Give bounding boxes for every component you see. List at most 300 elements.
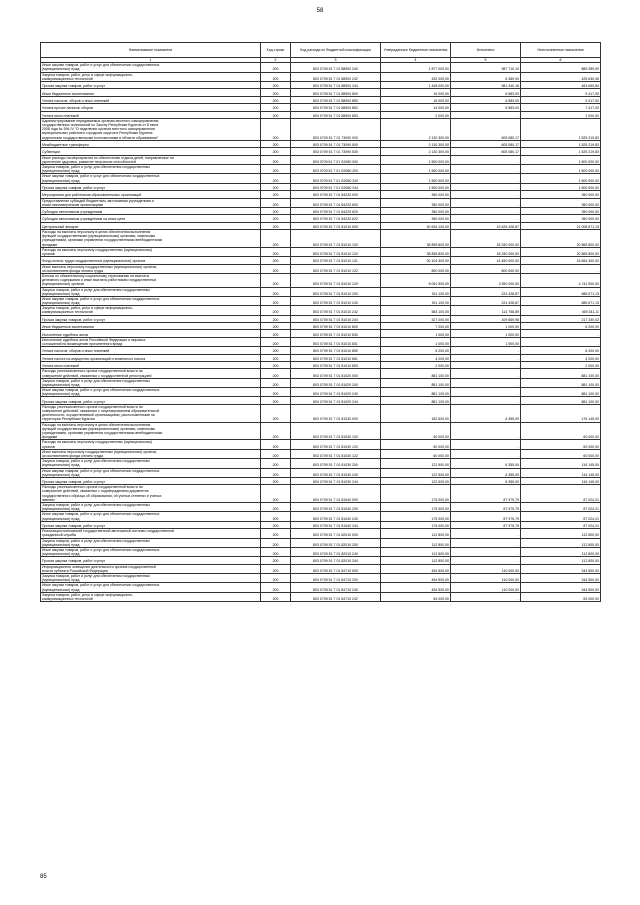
row-name-line: Исполнение судебных актов [42,332,89,337]
row-name [41,72,261,81]
row-line-code: 200 [261,468,291,477]
row-line-code: 200 [261,529,291,538]
row-approved: 14 000,00 [381,104,451,111]
row-name-line: Иные бюджетные ассигнования [42,91,94,96]
row-unexecuted: 425 630,06 [521,72,601,81]
row-line-code: 200 [261,191,291,198]
table-row [41,592,601,601]
budget-execution-table [40,42,601,602]
row-executed: 6 583,00 [451,104,521,111]
row-unexecuted: 881 100,00 [521,397,601,404]
row-name [41,378,261,387]
row-budget-code: 803 0709 51 7 01 81030 122 [291,449,381,458]
row-budget-code: 803 0709 51 7 01 81030 100 [291,422,381,440]
row-executed: 19 625 428,87 [451,222,521,229]
row-name [41,306,261,315]
row-name-line: (муниципальных) органов [42,282,85,287]
table-row [41,306,601,315]
row-budget-code: 803 0709 51 7 01 73090 500 [291,140,381,147]
row-name-line: Расходы на выплаты персоналу в целях обеспечения выполнения [42,422,151,427]
row-name-line: (муниципальных) нужд [42,169,80,174]
row-executed: 110 000,00 [451,583,521,592]
row-name [41,592,261,601]
row-name [41,207,261,214]
table-row [41,315,601,322]
row-executed: - [451,397,521,404]
row-name-line: (муниципальных) нужд [42,552,80,557]
row-executed: - [451,174,521,183]
row-approved: 122 500,00 [381,468,451,477]
table-row [41,198,601,207]
row-line-code: 200 [261,89,291,96]
row-executed: - [451,198,521,207]
row-approved: 38 895 800,00 [381,247,451,256]
row-name [41,468,261,477]
row-unexecuted: 344 500,00 [521,564,601,573]
row-name [41,315,261,322]
row-approved: 2 130 300,00 [381,118,451,140]
table-row [41,449,601,458]
row-executed: 1 000,00 [451,323,521,330]
row-approved: 1 500 000,00 [381,164,451,173]
row-name [41,574,261,583]
row-unexecuted: 7 417,00 [521,104,601,111]
row-executed: 87 975,79 [451,512,521,521]
row-name [41,148,261,155]
row-executed: - [451,529,521,538]
row-unexecuted: 469 341,11 [521,306,601,315]
row-name-line: государственных полномочий по Закону Республики Бурятия от 8 июля [42,123,159,128]
row-name-line: Расходы на выплаты персоналу в целях обеспечения выполнения [42,230,151,235]
row-name [41,323,261,330]
table-row [41,574,601,583]
row-executed: - [451,422,521,440]
row-name-line: коммуникационных технологий [42,310,93,315]
row-line-code: 200 [261,183,291,190]
row-line-code: 200 [261,440,291,449]
row-line-code: 200 [261,547,291,556]
row-line-code: 200 [261,521,291,528]
row-name [41,257,261,264]
row-budget-code: 803 0709 51 7 01 82010 240 [291,547,381,556]
row-name [41,183,261,190]
row-budget-code: 803 0709 51 7 01 81020 000 [291,369,381,378]
row-name-line: Уплата налогов, сборов и иных платежей [42,349,110,354]
row-name [41,63,261,72]
row-unexecuted: 1 500 000,00 [521,183,601,190]
row-budget-code: 803 0709 51 7 01 84220 000 [291,191,381,198]
row-executed: - [451,183,521,190]
row-unexecuted: 350 000,00 [521,198,601,207]
row-name [41,547,261,556]
row-line-code: 200 [261,118,291,140]
row-executed: - [451,547,521,556]
row-approved: 800 000,00 [381,264,451,273]
row-name [41,330,261,337]
row-name [41,485,261,503]
row-executed: 14 450 000,00 [451,257,521,264]
row-name [41,503,261,512]
row-line-code: 200 [261,104,291,111]
row-unexecuted: 87 024,21 [521,521,601,528]
row-line-code: 200 [261,557,291,564]
table-row [41,247,601,256]
row-name-line: соглашений по возмещению причиненного вреда [42,342,123,346]
row-unexecuted: 60 000,00 [521,449,601,458]
row-name-line: Закупка товаров, работ и услуг для обеспечения государственных [42,459,151,464]
row-unexecuted: 686 671,13 [521,296,601,305]
row-executed: - [451,155,521,164]
row-approved: 175 000,00 [381,503,451,512]
row-name [41,404,261,422]
row-unexecuted: 176 145,00 [521,404,601,422]
row-budget-code: 803 0709 51 7 01 81010 830 [291,330,381,337]
row-line-code: 200 [261,477,291,484]
row-name [41,191,261,198]
row-name [41,477,261,484]
row-budget-code: 803 0709 51 7 01 88900 852 [291,104,381,111]
row-executed: 114 758,89 [451,306,521,315]
row-line-code: 200 [261,422,291,440]
row-approved: 6 200,00 [381,347,451,354]
row-unexecuted: 1 500 000,00 [521,164,601,173]
row-executed: 224 428,87 [451,296,521,305]
row-approved: 350 000,00 [381,198,451,207]
row-approved: 1 000,00 [381,330,451,337]
row-budget-code: 803 0709 51 7 01 81010 851 [291,354,381,361]
header-executed: Исполнено [451,43,521,58]
row-budget-code: 803 0709 51 7 01 84710 200 [291,574,381,583]
row-approved: 881 100,00 [381,369,451,378]
table-row [41,557,601,564]
row-line-code: 200 [261,174,291,183]
row-unexecuted: 881 100,00 [521,378,601,387]
table-row [41,183,601,190]
row-name-line: Иные выплаты персоналу государственных (муниципальных) органов, [42,264,158,269]
table-row [41,378,601,387]
row-unexecuted: 350 000,00 [521,215,601,222]
row-name-line: фондами [42,242,58,247]
row-line-code: 200 [261,592,291,601]
row-name-line: Мероприятия для работников образовательных организаций [42,193,142,198]
row-executed: 605 080,17 [451,148,521,155]
header-unexecuted: Неисполненные назначения [521,43,601,58]
row-name [41,215,261,222]
row-name [41,512,261,521]
row-executed: - [451,592,521,601]
row-line-code: 200 [261,287,291,296]
row-budget-code: 803 0709 51 7 01 88900 240 [291,63,381,72]
row-budget-code: 803 0709 51 7 01 88900 800 [291,89,381,96]
row-approved: 327 000,00 [381,315,451,322]
row-approved: 112 800,00 [381,538,451,547]
table-row [41,468,601,477]
row-executed: - [451,347,521,354]
row-name-line: учреждениями, органами управления государственными внебюджетными [42,431,163,435]
row-line-code: 200 [261,96,291,103]
row-budget-code: 803 0709 51 7 01 88900 242 [291,72,381,81]
row-line-code: 200 [261,198,291,207]
row-name-line: Прочая закупка товаров, работ и услуг [42,84,106,89]
row-name-line: Реализация полномочий государственной автономной системы государственной [42,529,174,534]
row-budget-code: 803 0709 51 7 01 88900 850 [291,96,381,103]
row-name [41,521,261,528]
row-name [41,564,261,573]
row-line-code: 200 [261,512,291,521]
row-budget-code: 803 0709 51 7 01 81020 244 [291,397,381,404]
row-budget-code: 803 0709 51 7 01 84710 000 [291,564,381,573]
row-approved: 1 500 000,00 [381,155,451,164]
table-row [41,140,601,147]
row-budget-code: 803 0709 51 7 01 81040 000 [291,485,381,503]
row-executed: 981 340,16 [451,81,521,88]
row-approved: 175 000,00 [381,521,451,528]
row-name [41,557,261,564]
row-line-code: 200 [261,315,291,322]
row-budget-code: 803 0709 51 7 01 84710 242 [291,592,381,601]
row-budget-code: 803 0709 51 7 01 81040 240 [291,512,381,521]
row-unexecuted: 21 008 671,13 [521,222,601,229]
row-line-code: 200 [261,306,291,315]
row-executed: 224 428,87 [451,287,521,296]
row-name-line: Уплата прочих налогов, сборов [42,106,93,111]
row-approved: 1 445 000,00 [381,81,451,88]
row-budget-code: 803 0709 51 7 01 81010 244 [291,315,381,322]
row-approved: 40 634 100,00 [381,222,451,229]
row-name [41,361,261,368]
row-name-line: совершение действий, связанных с подтверждением документов [42,489,149,494]
row-line-code: 200 [261,369,291,378]
header-line-code: Код строки [261,43,291,58]
row-line-code: 200 [261,215,291,222]
row-unexecuted: 87 024,21 [521,503,601,512]
row-name-line: за исключением фонда оплаты труда [42,453,104,458]
row-name-line: Прочая закупка товаров, работ и услуг [42,559,106,564]
row-executed: 6 583,00 [451,89,521,96]
row-name-line: (муниципальных) нужд [42,178,80,183]
row-name-line: Уплата налогов, сборов и иных платежей [42,98,110,103]
row-approved: 350 000,00 [381,215,451,222]
row-budget-code: 803 0709 51 7 01 S2080 200 [291,164,381,173]
row-approved: 122 500,00 [381,477,451,484]
row-budget-code: 803 0709 51 7 01 81040 200 [291,503,381,512]
row-executed: 6 369,94 [451,72,521,81]
row-name-line: органов [42,252,55,256]
row-executed: - [451,449,521,458]
row-budget-code: 803 0709 51 7 01 82010 200 [291,538,381,547]
row-name-line: (муниципальных) нужд [42,291,80,296]
row-name-line: Иные закупки товаров, работ и услуг для обеспечения государственных [42,63,160,68]
row-name [41,388,261,397]
row-executed: 87 975,79 [451,485,521,503]
table-header-row [41,43,601,58]
row-name-line: (муниципальных) нужд [42,587,80,592]
row-name [41,247,261,256]
header-approved: Утвержденные бюджетные назначения [381,43,451,58]
row-executed: 6 355,00 [451,477,521,484]
table-row [41,118,601,140]
row-line-code: 200 [261,330,291,337]
row-line-code: 200 [261,148,291,155]
row-line-code: 200 [261,397,291,404]
row-budget-code: 803 0709 51 7 01 81030 120 [291,440,381,449]
row-approved: 454 500,00 [381,583,451,592]
row-executed: 605 080,17 [451,140,521,147]
row-name-line: государственного образца об образовании, об ученых степенях и ученых [42,493,162,498]
table-row [41,564,601,573]
row-name [41,222,261,229]
row-name [41,347,261,354]
row-name [41,264,261,273]
row-approved: 881 100,00 [381,378,451,387]
row-name [41,422,261,440]
row-approved: 7 200,00 [381,323,451,330]
row-unexecuted: 1 500 000,00 [521,174,601,183]
row-name [41,104,261,111]
row-unexecuted: 20 565 800,00 [521,230,601,248]
column-index: 4 [381,58,451,63]
row-budget-code: 803 0709 51 7 01 81010 200 [291,287,381,296]
row-name-line: Закупка товаров, работ и услуг для обеспечения государственных [42,503,151,508]
row-budget-code: 803 0709 51 7 01 81010 850 [291,347,381,354]
row-name-line: Взносы по обязательному социальному страхованию на выплаты [42,273,150,278]
row-name-line: Закупка товаров, работ, услуг в сфере информационно- [42,592,134,597]
row-name-line: Иные закупки товаров, работ и услуг для обеспечения государственных [42,583,160,588]
row-unexecuted: 60 000,00 [521,440,601,449]
row-name [41,529,261,538]
row-line-code: 200 [261,404,291,422]
row-unexecuted: 463 659,84 [521,81,601,88]
row-name-line: (муниципальных) нужд [42,516,80,521]
header-name: Наименование показателя [41,43,261,58]
row-name-line: (муниципальных) нужд [42,392,80,397]
table-row [41,485,601,503]
page-number: 58 [316,8,324,14]
row-name-line: иным некоммерческим организациям [42,202,103,207]
row-approved: 16 000,00 [381,96,451,103]
row-executed: - [451,378,521,387]
row-budget-code: 803 0709 51 7 01 81030 200 [291,459,381,468]
table-row [41,538,601,547]
row-unexecuted: 2 000,00 [521,111,601,118]
row-budget-code: 803 0709 51 7 01 81010 121 [291,257,381,264]
row-unexecuted: 1 525 219,83 [521,148,601,155]
row-executed: 3 350 000,00 [451,273,521,287]
row-line-code: 200 [261,222,291,229]
row-name [41,296,261,305]
table-row [41,155,601,164]
row-name-line: Центральный аппарат [42,224,79,229]
row-approved: 30 104 300,00 [381,257,451,264]
row-name-line: Иные закупки товаров, работ и услуг для обеспечения государственных [42,512,160,517]
row-unexecuted: 112 800,00 [521,557,601,564]
row-name [41,155,261,164]
table-row [41,104,601,111]
row-approved: 1 500 000,00 [381,183,451,190]
row-name-line: гражданской службы [42,533,77,538]
column-index: 3 [291,58,381,63]
row-unexecuted: 881 100,00 [521,388,601,397]
table-row [41,404,601,422]
table-row [41,191,601,198]
row-name-line: Закупка товаров, работ и услуг для обеспечения государственных [42,164,151,169]
row-name-line: Иные бюджетные ассигнования [42,325,94,330]
row-name-line: Иные закупки товаров, работ и услуг для обеспечения государственных [42,547,160,552]
row-budget-code: 803 0709 51 7 01 S2080 000 [291,155,381,164]
row-name-line: Расходы уполномоченного органа государственной власти на [42,404,143,409]
row-budget-code: 803 0709 51 7 01 88900 853 [291,111,381,118]
row-line-code: 200 [261,257,291,264]
row-line-code: 200 [261,247,291,256]
row-approved: 2 130 300,00 [381,148,451,155]
row-approved: 60 000,00 [381,422,451,440]
row-unexecuted: 4 741 500,00 [521,273,601,287]
row-name-line: (муниципальных) нужд [42,542,80,547]
row-executed: - [451,538,521,547]
row-name-line: Межбюджетные трансферты [42,143,89,148]
row-budget-code: 803 0709 51 7 01 81010 242 [291,306,381,315]
row-line-code: 200 [261,503,291,512]
row-name-line: Уплата иных платежей [42,113,80,118]
row-unexecuted: 344 500,00 [521,583,601,592]
row-approved: 911 100,00 [381,287,451,296]
row-name-line: (муниципальных) нужд [42,507,80,512]
row-budget-code: 803 0709 51 7 01 73090 530 [291,148,381,155]
table-row [41,230,601,248]
row-name-line: Закупка товаров, работ и услуг для обеспечения государственных [42,287,151,292]
row-unexecuted: 686 671,13 [521,287,601,296]
row-name-line: фондами [42,435,58,440]
row-unexecuted: 2 000,00 [521,361,601,368]
row-name-line: Прочая закупка товаров, работ и услуг [42,185,106,190]
row-line-code: 200 [261,63,291,72]
row-unexecuted: 9 417,00 [521,96,601,103]
row-name-line: муниципальных районов и городских округов в Республике Бурятия [42,131,153,136]
table-row [41,503,601,512]
row-name-line: Закупка товаров, работ, услуг в сфере информационно- [42,72,134,77]
row-executed: 110 000,00 [451,574,521,583]
row-approved: 432 000,00 [381,72,451,81]
row-executed: 1 000,00 [451,330,521,337]
row-name-line: Субвенции [42,150,60,155]
row-budget-code: 803 0709 51 7 01 81030 240 [291,468,381,477]
row-line-code: 200 [261,449,291,458]
row-name-line: Расходы уполномоченного органа государственной власти на [42,369,143,374]
row-approved: 1 500 000,00 [381,174,451,183]
row-line-code: 200 [261,337,291,346]
row-executed: 800 000,00 [451,264,521,273]
row-budget-code: 803 0709 51 7 01 84220 620 [291,207,381,214]
row-name [41,96,261,103]
row-executed: - [451,111,521,118]
row-executed: - [451,388,521,397]
table-row [41,422,601,440]
row-name-line: Закупка товаров, работ и услуг для обеспечения государственных [42,538,151,543]
row-approved: 881 100,00 [381,397,451,404]
row-line-code: 200 [261,323,291,330]
row-budget-code: 803 0709 51 7 01 S2080 244 [291,183,381,190]
row-unexecuted: 60 000,00 [521,422,601,440]
row-executed: - [451,557,521,564]
row-line-code: 200 [261,574,291,583]
row-name-line: (муниципальных) нужд [42,463,80,468]
row-unexecuted: 1 500 000,00 [521,155,601,164]
row-unexecuted: 1 525 219,83 [521,140,601,147]
row-name-line: (муниципальных) нужд [42,67,80,72]
row-unexecuted: 881 100,00 [521,369,601,378]
row-name-line: 2008 года № 394-IV "О наделении органов местного самоуправления [42,127,155,132]
row-approved: 84 000,00 [381,592,451,601]
